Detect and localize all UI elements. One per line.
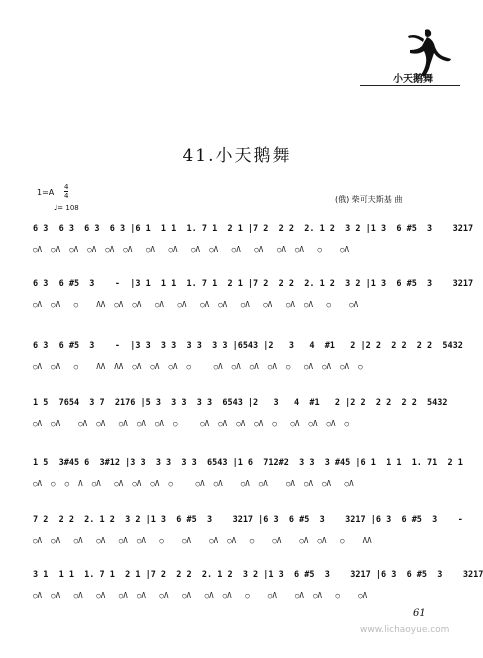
stroke-marks-line: ○Λ ○Λ ○Λ ○Λ ○Λ ○Λ ○Λ ○ ○Λ ○Λ ○Λ ○Λ ○ ○Λ ○Λ ○Λ ○ (33, 419, 350, 428)
music-system-5 (33, 450, 463, 498)
stroke-marks-line: ○Λ ○Λ ○Λ ○Λ ○Λ ○Λ ○Λ ○Λ ○Λ ○Λ ○Λ ○Λ ○Λ ○Λ ○ ○Λ (33, 245, 350, 254)
music-system-2 (33, 271, 474, 319)
header-section-label: 小天鹅舞 (393, 74, 433, 85)
music-system-4 (33, 390, 448, 438)
tempo-marking: ♩= 108 (54, 204, 79, 212)
watermark: www.lichaoyue.com (360, 625, 450, 635)
stroke-marks-line: ○Λ ○Λ ○ ΛΛ ΛΛ ○Λ ○Λ ○Λ ○ ○Λ ○Λ ○Λ ○Λ ○ ○Λ ○Λ ○Λ ○ (33, 362, 363, 371)
notation-line: 1 5 7654 3 7 2176 |5 3 3 3 3 3 6543 |2 3 4 #1 2 |2 2 2 2 2 2 5432 (33, 398, 448, 408)
key-signature: 1=A (37, 188, 55, 197)
notation-line: 1 5 3#45 6 3#12 |3 3 3 3 3 3 6543 |1 6 712#2 3 3 3 #45 |6 1 1 1 1. 71 2 1 (33, 458, 463, 468)
music-system-7 (33, 562, 483, 610)
stroke-marks-line: ○Λ ○Λ ○Λ ○Λ ○Λ ○Λ ○ ○Λ ○Λ ○Λ ○ ○Λ ○Λ ○Λ ○ ΛΛ (33, 536, 372, 545)
stroke-marks-line: ○Λ ○ ○ Λ ○Λ ○Λ ○Λ ○Λ ○ ○Λ ○Λ ○Λ ○Λ ○Λ ○Λ ○Λ ○Λ (33, 479, 354, 488)
notation-line: 3 1 1 1 1. 7 1 2 1 |7 2 2 2 2. 1 2 3 2 |1 3 6 #5 3 3217 |6 3 6 #5 3 3217 (33, 570, 483, 580)
time-signature (64, 183, 68, 200)
composer-credit: (俄) 柴可夫斯基 曲 (335, 195, 403, 204)
music-system-3 (33, 333, 463, 381)
header-divider (360, 85, 460, 86)
page-number: 61 (413, 608, 426, 619)
time-signature-top: 4 (64, 183, 69, 191)
notation-line: 6 3 6 #5 3 - |3 3 3 3 3 3 3 3 |6543 |2 3 4 #1 2 |2 2 2 2 2 2 5432 (33, 341, 463, 351)
notation-line: 6 3 6 3 6 3 6 3 |6 1 1 1 1. 7 1 2 1 |7 2 2 2 2. 1 2 3 2 |1 3 6 #5 3 3217 (33, 224, 474, 234)
stroke-marks-line: ○Λ ○Λ ○Λ ○Λ ○Λ ○Λ ○Λ ○Λ ○Λ ○Λ ○ ○Λ ○Λ ○Λ ○ ○Λ (33, 591, 368, 600)
notation-line: 7 2 2 2 2. 1 2 3 2 |1 3 6 #5 3 3217 |6 3 6 #5 3 3217 |6 3 6 #5 3 - (33, 515, 463, 525)
stroke-marks-line: ○Λ ○Λ ○ ΛΛ ○Λ ○Λ ○Λ ○Λ ○Λ ○Λ ○Λ ○Λ ○Λ ○Λ ○ ○Λ (33, 300, 359, 309)
page-title: 41.小天鹅舞 (182, 146, 292, 166)
music-system-1 (33, 216, 474, 264)
music-system-6 (33, 507, 463, 555)
time-signature-bottom: 4 (64, 192, 69, 200)
notation-line: 6 3 6 #5 3 - |3 1 1 1 1. 7 1 2 1 |7 2 2 2 2. 1 2 3 2 |1 3 6 #5 3 3217 (33, 279, 474, 289)
